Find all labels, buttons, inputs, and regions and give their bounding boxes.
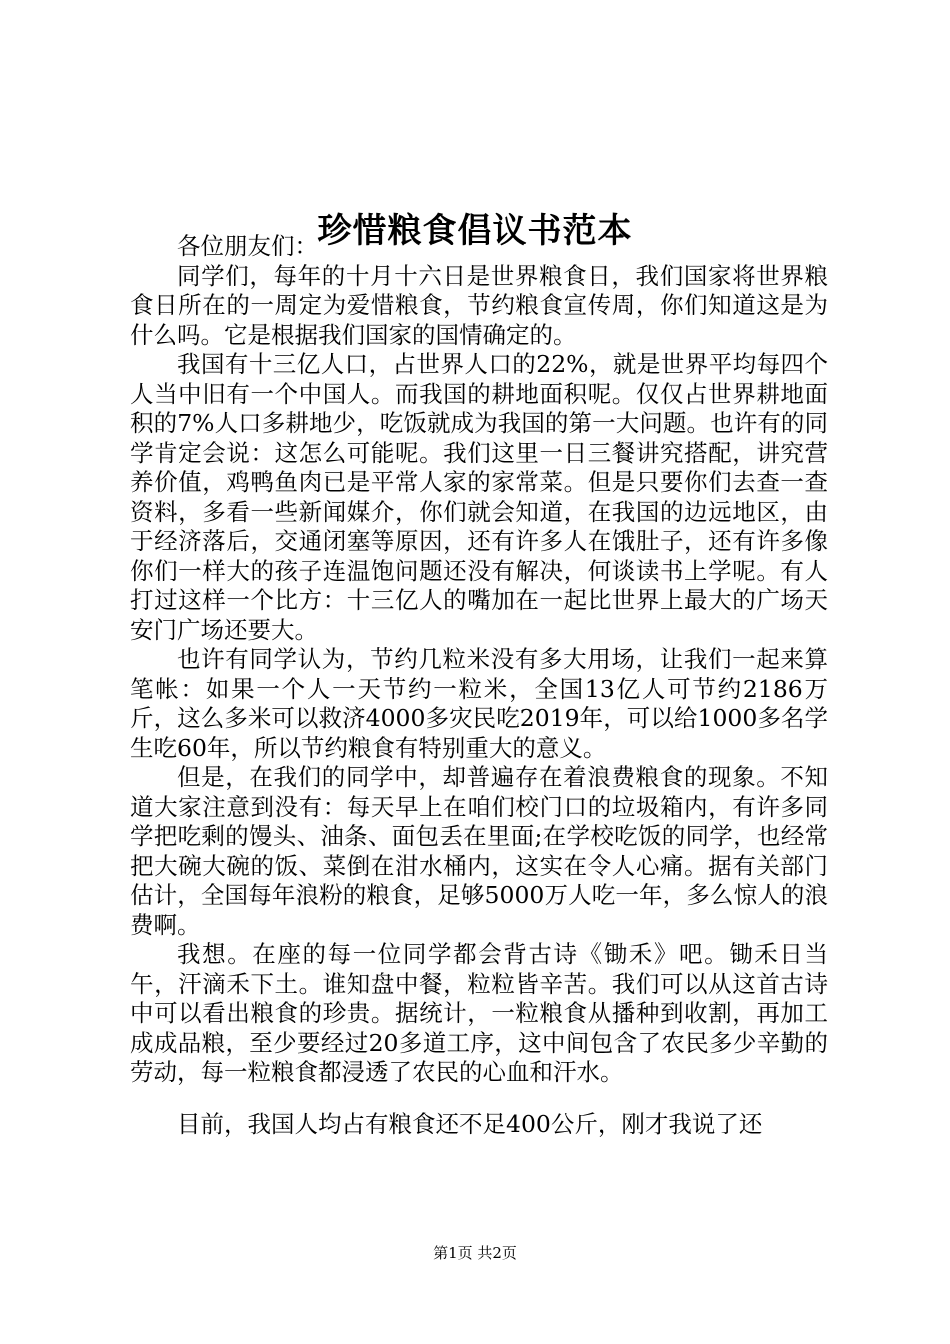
paragraph-5: 我想。在座的每一位同学都会背古诗《锄禾》吧。锄禾日当午，汗滴禾下土。谁知盘中餐，粒粒皆辛苦。我们可以从这首古诗中可以看出粮食的珍贵。据统计，一粒粮食从播种到收割，再加工成成品粮，至少要经过20多道工序，这中间包含了农民多少辛勤的劳动，每一粒粮食都浸透了农民的心血和汗水。: [130, 940, 828, 1086]
page-footer: 第1页 共2页: [433, 1244, 517, 1262]
paragraph-3: 也许有同学认为，节约几粒米没有多大用场，让我们一起来算笔帐：如果一个人一天节约一粒米，全国13亿人可节约2186万斤，这么多米可以救济4000多灾民吃2019年，可以给1000多名学生吃60年，所以节约粮食有特别重大的意义。: [130, 645, 828, 762]
document-title: 珍惜粮食倡议书范本: [317, 210, 633, 251]
document-body: [130, 232, 828, 1139]
paragraph-4: 但是，在我们的同学中，却普遍存在着浪费粮食的现象。不知道大家注意到没有：每天早上在咱们校门口的垃圾箱内，有许多同学把吃剩的馒头、油条、面包丢在里面;在学校吃饭的同学，也经常把大碗大碗的饭、菜倒在泔水桶内，这实在令人心痛。据有关部门估计，全国每年浪粉的粮食，足够5000万人吃一年，多么惊人的浪费啊。: [130, 763, 828, 939]
paragraph-6: 目前，我国人均占有粮食还不足400公斤，刚才我说了还: [177, 1109, 763, 1138]
paragraph-1: 同学们，每年的十月十六日是世界粮食日，我们国家将世界粮食日所在的一周定为爱惜粮食，节约粮食宣传周，你们知道这是为什么吗。它是根据我们国家的国情确定的。: [130, 261, 828, 349]
paragraph-2: 我国有十三亿人口，占世界人口的22%，就是世界平均每四个人当中旧有一个中国人。而我国的耕地面积呢。仅仅占世界耕地面积的7%人口多耕地少，吃饭就成为我国的第一大问题。也许有的同学肯定会说：这怎么可能呢。我们这里一日三餐讲究搭配，讲究营养价值，鸡鸭鱼肉已是平常人家的家常菜。但是只要你们去查一查资料，多看一些新闻媒介，你们就会知道，在我国的边远地区，由于经济落后，交通闭塞等原因，还有许多人在饿肚子，还有许多像你们一样大的孩子连温饱问题还没有解决，何谈读书上学呢。有人打过这样一个比方：十三亿人的嘴加在一起比世界上最大的广场天安门广场还要大。: [130, 350, 828, 644]
greeting: 各位朋友们：: [177, 232, 318, 260]
